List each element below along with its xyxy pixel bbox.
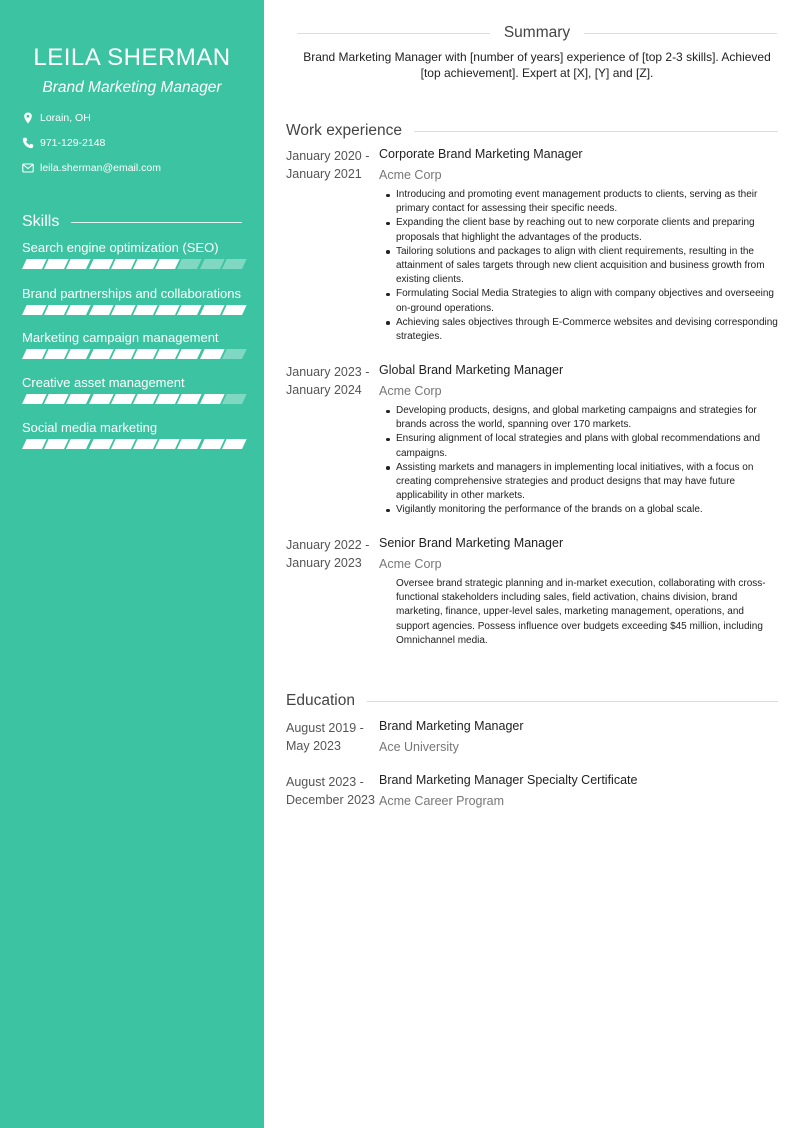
candidate-name: LEILA SHERMAN	[33, 44, 231, 71]
date-end: May 2023	[286, 739, 341, 753]
education-dates	[286, 719, 378, 755]
date-start: January 2022 -	[286, 538, 370, 552]
education-heading-text: Education	[286, 692, 355, 709]
bullet-item: Tailoring solutions and packages to align with client requirements, resulting in the attainment of sales targets through new client acquisition and business growth from existing clients.	[396, 245, 778, 288]
skill-level-bar	[22, 259, 244, 269]
work-dates	[286, 363, 378, 399]
skill-level-segment	[133, 394, 158, 404]
date-start: January 2023 -	[286, 365, 370, 379]
skill-level-segment	[22, 259, 47, 269]
job-role: Senior Brand Marketing Manager	[379, 536, 564, 550]
sidebar	[0, 0, 264, 1128]
skill-level-segment	[22, 305, 47, 315]
job-description: Oversee brand strategic planning and in-market execution, collaborating with cross-functional stakeholders including sales, field activation, chains division, brand marketing, finance, upper-level sales, marketing management, operations, and support agencies. Possess influence over budgets exceeding $45 million, including Omnichannel media.	[396, 578, 766, 646]
skill-level-segment	[89, 305, 114, 315]
skill-level-segment	[89, 259, 114, 269]
skill-level-segment	[44, 259, 69, 269]
education-school: Acme Career Program	[379, 794, 505, 808]
phone-text: 971-129-2148	[40, 137, 106, 149]
skill-label: Brand partnerships and collaborations	[22, 286, 241, 301]
bullet-item: Developing products, designs, and global marketing campaigns and strategies for brands across the world, spanning over 170 markets.	[396, 404, 778, 432]
date-start: August 2019 -	[286, 721, 364, 735]
skill-level-segment	[155, 439, 180, 449]
work-dates	[286, 536, 378, 572]
skills-heading-text: Skills	[22, 213, 60, 230]
skill-label: Social media marketing	[22, 420, 158, 435]
skill-level-segment	[155, 305, 180, 315]
skill-level-segment	[222, 259, 247, 269]
skill-level-segment	[111, 394, 136, 404]
skill-item	[22, 375, 244, 404]
skill-level-segment	[133, 305, 158, 315]
skill-level-segment	[44, 394, 69, 404]
skill-level-segment	[111, 259, 136, 269]
skills-divider	[71, 222, 242, 223]
skill-level-segment	[66, 259, 91, 269]
summary-text: Brand Marketing Manager with [number of years] experience of [top 2-3 skills]. Achieved [top achievement]. Expert at [X], [Y] and [Z].	[303, 50, 771, 80]
email-link[interactable]: leila.sherman@email.com	[40, 162, 161, 174]
bullet-item: Expanding the client base by reaching out to new corporate clients and preparing proposals that highlight the advantages of the products.	[396, 216, 778, 244]
skill-level-segment	[200, 439, 225, 449]
skill-level-segment	[177, 349, 202, 359]
date-start: January 2020 -	[286, 149, 370, 163]
skill-level-bar	[22, 305, 244, 315]
skill-level-segment	[89, 394, 114, 404]
job-bullets	[396, 404, 778, 518]
bullet-item: Introducing and promoting event management products to clients, serving as their primary contact for assessing their specific needs.	[396, 188, 778, 216]
summary-divider-left	[297, 33, 490, 34]
bullet-item: Vigilantly monitoring the performance of the brands on a global scale.	[396, 503, 778, 517]
skill-level-bar	[22, 349, 244, 359]
skill-level-segment	[177, 439, 202, 449]
skill-level-segment	[222, 349, 247, 359]
skill-item	[22, 240, 244, 269]
contact-email[interactable]	[22, 160, 161, 176]
location-pin-icon	[22, 112, 34, 124]
skill-level-segment	[111, 439, 136, 449]
summary-divider-right	[584, 33, 777, 34]
skill-level-segment	[177, 394, 202, 404]
contact-location	[22, 110, 91, 126]
skill-level-segment	[200, 349, 225, 359]
skill-level-segment	[111, 305, 136, 315]
work-heading-text: Work experience	[286, 122, 403, 139]
skill-level-segment	[66, 439, 91, 449]
main-content	[264, 0, 800, 1128]
skill-level-segment	[200, 305, 225, 315]
skill-label: Search engine optimization (SEO)	[22, 240, 219, 255]
skill-label: Creative asset management	[22, 375, 185, 390]
skill-level-segment	[44, 305, 69, 315]
skill-label: Marketing campaign management	[22, 330, 219, 345]
skill-level-segment	[177, 259, 202, 269]
skill-level-segment	[177, 305, 202, 315]
skill-level-segment	[66, 305, 91, 315]
skill-level-segment	[66, 349, 91, 359]
summary-heading	[297, 24, 777, 42]
skill-level-bar	[22, 394, 244, 404]
summary-heading-text: Summary	[503, 24, 571, 41]
skill-level-segment	[22, 349, 47, 359]
date-end: January 2021	[286, 167, 362, 181]
work-heading	[286, 122, 778, 140]
bullet-item: Formulating Social Media Strategies to align with company objectives and overseeing on-ground operations.	[396, 287, 778, 315]
job-company: Acme Corp	[379, 384, 442, 398]
skill-level-segment	[66, 394, 91, 404]
date-end: December 2023	[286, 793, 375, 807]
skill-item	[22, 420, 244, 449]
skill-level-segment	[22, 439, 47, 449]
bullet-item: Assisting markets and managers in implementing local initiatives, with a focus on creating comprehensive strategies and product designs that may have future applicability in other markets.	[396, 461, 778, 504]
skill-item	[22, 286, 244, 315]
skill-level-segment	[155, 349, 180, 359]
education-degree: Brand Marketing Manager Specialty Certificate	[379, 773, 638, 787]
skill-level-segment	[200, 259, 225, 269]
contact-phone	[22, 135, 105, 151]
skill-level-segment	[89, 439, 114, 449]
skill-level-segment	[22, 394, 47, 404]
skill-item	[22, 330, 244, 359]
candidate-title: Brand Marketing Manager	[42, 79, 222, 96]
job-company: Acme Corp	[379, 557, 442, 571]
skill-level-segment	[133, 259, 158, 269]
skill-level-segment	[155, 259, 180, 269]
education-dates	[286, 773, 378, 809]
envelope-icon	[22, 162, 34, 174]
skill-level-segment	[133, 349, 158, 359]
education-degree: Brand Marketing Manager	[379, 719, 524, 733]
education-heading	[286, 692, 778, 710]
skills-heading	[22, 213, 242, 231]
phone-icon	[22, 137, 34, 149]
skill-level-segment	[111, 349, 136, 359]
skill-level-segment	[133, 439, 158, 449]
bullet-item: Achieving sales objectives through E-Commerce websites and devising corresponding strategies.	[396, 316, 778, 344]
skill-level-segment	[89, 349, 114, 359]
date-end: January 2023	[286, 556, 362, 570]
skill-level-segment	[155, 394, 180, 404]
date-start: August 2023 -	[286, 775, 364, 789]
date-end: January 2024	[286, 383, 362, 397]
work-divider	[414, 131, 778, 132]
skill-level-segment	[222, 394, 247, 404]
skill-level-bar	[22, 439, 244, 449]
work-dates	[286, 147, 378, 183]
skill-level-segment	[222, 439, 247, 449]
job-role: Corporate Brand Marketing Manager	[379, 147, 583, 161]
job-bullets	[396, 188, 778, 344]
skill-level-segment	[44, 349, 69, 359]
skill-level-segment	[44, 439, 69, 449]
job-company: Acme Corp	[379, 168, 442, 182]
education-school: Ace University	[379, 740, 459, 754]
job-role: Global Brand Marketing Manager	[379, 363, 564, 377]
skill-level-segment	[200, 394, 225, 404]
bullet-item: Ensuring alignment of local strategies and plans with global recommendations and campaigns.	[396, 432, 778, 460]
education-divider	[367, 701, 778, 702]
location-text: Lorain, OH	[40, 112, 91, 124]
skill-level-segment	[222, 305, 247, 315]
